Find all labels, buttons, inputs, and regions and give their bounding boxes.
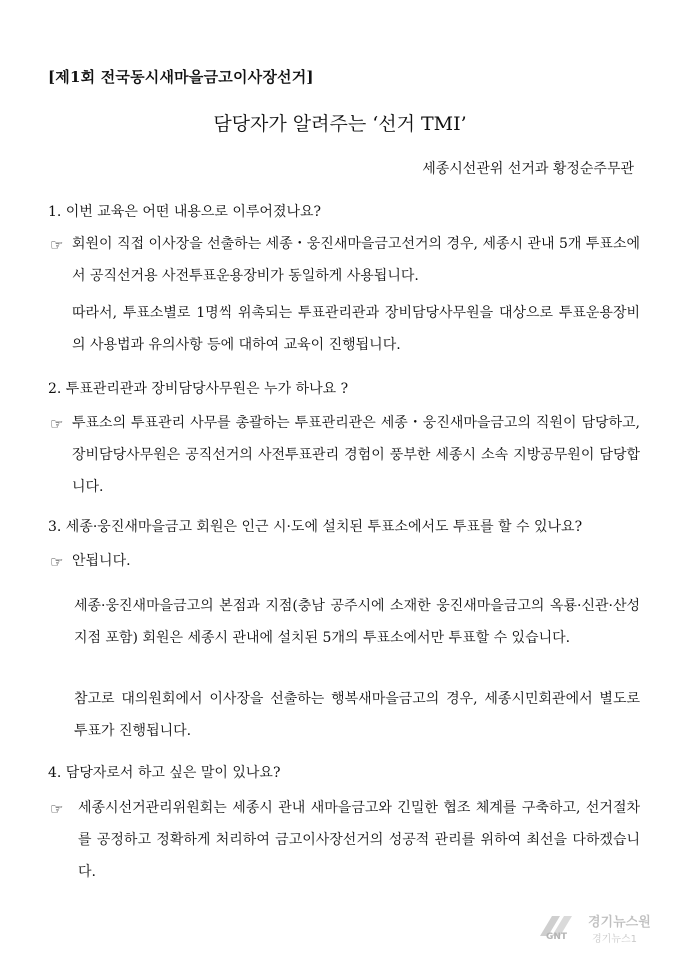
question-3: 3. 세종·웅진새마을금고 회원은 인근 시·도에 설치된 투표소에서도 투표를 할 수 있나요? (48, 519, 583, 535)
watermark-name: 경기뉴스원 (588, 915, 651, 930)
answer-3-paragraph-1: 세종·웅진새마을금고의 본점과 지점(충남 공주시에 소재한 웅진새마을금고의 옥룡·신관·산성지점 포함) 회원은 세종시 관내에 설치된 5개의 투표소에서만 투표할 수 있습니다. (74, 598, 640, 646)
pointing-hand-icon: ☞ (50, 800, 64, 818)
question-2: 2. 투표관리관과 장비담당사무원은 누가 하나요 ? (48, 381, 349, 397)
answer-2-paragraph-1: 투표소의 투표관리 사무를 총괄하는 투표관리관은 세종・웅진새마을금고의 직원이 담당하고, 장비담당사무원은 공직선거의 사전투표관리 경험이 풍부한 세종시 소속 지방공무원이 담당합니다. (72, 415, 640, 495)
pointing-hand-icon: ☞ (50, 236, 64, 254)
answer-1-paragraph-2: 따라서, 투표소별로 1명씩 위촉되는 투표관리관과 장비담당사무원을 대상으로 투표운용장비의 사용법과 유의사항 등에 대하여 교육이 진행됩니다. (72, 305, 640, 353)
author-line: 세종시선관위 선거과 황정순주무관 (422, 161, 634, 177)
page-title: 담당자가 알려주는 ‘선거 TMI’ (213, 113, 467, 135)
logo-wordmark: GNT (546, 932, 568, 940)
answer-4-paragraph-1: 세종시선거관리위원회는 세종시 관내 새마을금고와 긴밀한 협조 체계를 구축하고, 선거절차를 공정하고 정확하게 처리하여 금고이사장선거의 성공적 관리를 위하여 최선을 다하겠습니다. (78, 800, 640, 880)
answer-3-paragraph-2: 참고로 대의원회에서 이사장을 선출하는 행복새마을금고의 경우, 세종시민회관에서 별도로 투표가 진행됩니다. (74, 691, 640, 739)
gnt-logo-icon (538, 912, 586, 940)
question-4: 4. 담당자로서 하고 싶은 말이 있나요? (48, 765, 281, 781)
news-watermark-logo (538, 910, 666, 946)
question-1: 1. 이번 교육은 어떤 내용으로 이루어졌나요? (48, 204, 322, 220)
pointing-hand-icon: ☞ (50, 415, 64, 433)
election-tag: [제1회 전국동시새마을금고이사장선거] (48, 68, 314, 86)
answer-1-paragraph-1: 회원이 직접 이사장을 선출하는 세종・웅진새마을금고선거의 경우, 세종시 관내 5개 투표소에서 공직선거용 사전투표운용장비가 동일하게 사용됩니다. (72, 236, 640, 284)
answer-3-short: 안됩니다. (72, 553, 131, 569)
pointing-hand-icon: ☞ (50, 553, 64, 571)
watermark-sub: 경기뉴스1 (592, 934, 638, 945)
